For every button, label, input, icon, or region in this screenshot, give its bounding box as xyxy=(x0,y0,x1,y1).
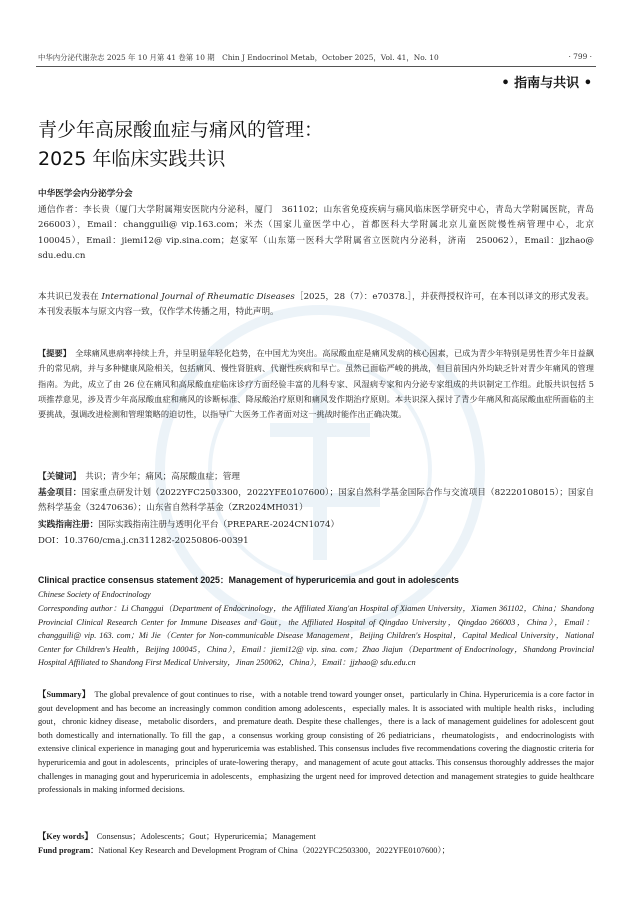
key-words-text: Consensus；Adolescents；Gout；Hyperuricemia；Management xyxy=(88,832,316,841)
abstract-text: 全球痛风患病率持续上升，并呈明显年轻化趋势，在中国尤为突出。高尿酸血症是痛风发病的核心因素，已成为青少年特别是男性青少年日益飙升的常见病，并与多种健康风险相关，包括痛风、慢性肾脏病、代谢性疾病和早亡。虽然已面临严峻的挑战，但目前国内外均缺乏针对青少年痛风的管理指南。为此，成立了由 26 位在痛风和高尿酸血症临床诊疗方面经验丰富的儿科专家、风湿病专家和内分泌专家组成的共识制定工作组。此版共识包括 5 项推荐意见，涉及青少年高尿酸血症和痛风的诊断标准、降尿酸治疗原则和痛风发作期治疗原则。本共识深入探讨了青少年痛风和高尿酸血症所面临的主要挑战，强调改进检测和管理策略的迫切性，以指导广大医务工作者面对这一挑战时能作出正确决策。 xyxy=(38,348,594,420)
notice-journal: International Journal of Rheumatic Diseases xyxy=(101,292,295,302)
registration-text: 国际实践指南注册与透明化平台（PREPARE-2024CN1074） xyxy=(98,520,340,530)
fund-label: 基金项目： xyxy=(38,488,82,498)
header-rule xyxy=(36,66,596,67)
english-fund xyxy=(38,844,594,858)
correspondence-cn: 通信作者：李长贵（厦门大学附属翔安医院内分泌科，厦门 361102；山东省免疫疾病与痛风临床医学研究中心，青岛大学附属医院，青岛 266003），Email：changguili@ vip.163.com；米杰（国家儿童医学中心，首都医科大学附属北京儿童医院慢性病管理中心，北京 100045），Email：jiemi12@ vip.sina.com；赵家军（山东第一医科大学附属省立医院内分泌科，济南 250062），Email：jjzhao@ sdu.edu.cn xyxy=(38,205,603,261)
journal-citation: 中华内分泌代谢杂志 2025 年 10 月第 41 卷第 10 期 Chin J Endocrinol Metab，October 2025，Vol. 41，No. 10 xyxy=(38,53,439,62)
fund-cn xyxy=(38,486,594,517)
fund-text: 国家重点研发计划（2022YFC2503300，2022YFE0107600）；国家自然科学基金国际合作与交流项目（82220108015）；国家自然科学基金（32470636）；山东省自然科学基金（ZR2024MH031） xyxy=(38,488,594,514)
fund-program-text: National Key Research and Development Program of China（2022YFC2503300，2022YFE0107600）； xyxy=(98,846,450,855)
running-header xyxy=(38,52,592,63)
abstract-cn xyxy=(38,346,594,422)
abstract-label: 【提要】 xyxy=(38,348,67,358)
article-title xyxy=(38,116,598,174)
keywords-label: 【关键词】 xyxy=(38,472,77,482)
publication-notice xyxy=(38,290,594,321)
keywords-cn xyxy=(38,470,594,485)
english-keywords xyxy=(38,830,594,844)
doi[interactable]: DOI：10.3760/cma.j.cn311282-20250806-00391 xyxy=(38,536,249,546)
english-organization: Chinese Society of Endocrinology xyxy=(38,590,151,599)
page-number: · 799 · xyxy=(568,52,592,61)
notice-part1: 本共识已发表在 xyxy=(38,292,102,302)
fund-program-label: Fund program： xyxy=(38,846,99,855)
english-summary xyxy=(38,688,594,797)
title-line-2: 2025 年临床实践共识 xyxy=(38,148,226,170)
author-organization: 中华医学会内分泌学分会 xyxy=(38,189,133,199)
english-title: Clinical practice consensus statement 2025：Management of hyperuricemia and gout in adolescents xyxy=(38,575,459,585)
registration-label: 实践指南注册： xyxy=(38,520,99,530)
title-line-1: 青少年高尿酸血症与痛风的管理： xyxy=(38,119,324,141)
summary-label: 【Summary】 xyxy=(38,690,87,699)
notice-part2: ［2025，28（7）：e70378.］，并获得授权许可，在本刊以译文的形式发表。本刊发表版本与原文内容一致，仅作学术传播之用，特此声明。 xyxy=(38,292,594,318)
summary-text: The global prevalence of gout continues to rise，with a notable trend toward younger onset，particularly in China. Hyperuricemia is a core factor in gout development and has become an increasingly common condition among adolescents，especially males. It is associated with multiple health risks，including gout，chronic kidney disease，metabolic disorders，and premature death. Despite these challenges，there is a lack of management guidelines for adolescent gout both domestically and internationally. To fill the gap，a consensus working group consisting of 26 pediatricians，rheumatologists，and endocrinologists with extensive clinical experience in managing gout and hyperuricemia was established. This consensus includes five recommendations covering the diagnostic criteria for hyperuricemia and gout in adolescents，principles of urate-lowering therapy，and management of acute gout attacks. This consensus thoroughly addresses the major challenges in managing gout and hyperuricemia in adolescents，emphasizing the urgent need for improved detection and management strategies to guide healthcare professionals in making informed decisions. xyxy=(38,690,594,795)
registration-cn xyxy=(38,518,594,533)
english-correspondence: Corresponding author：Li Changgui（Department of Endocrinology，the Affiliated Xiang′an Hospital of Xiamen University，Xiamen 361102，China；Shandong Provincial Clinical Research Center for Immune Diseases and Gout，the Affiliated Hospital of Qingdao University，Qingdao 266003，China），Email：changguili@ vip. 163. com；Mi Jie（Center for Non-communicable Disease Management，Beijing Children′s Hospital，Capital Medical University，National Center for Children′s Health，Beijing 100045，China），Email：jiemi12@ vip. sina. com；Zhao Jiajun（Department of Endocrinology，Shandong Provincial Hospital Affiliated to Shandong First Medical University，Jinan 250062，China），Email：jjzhao@ sdu.edu.cn xyxy=(38,604,594,668)
key-words-label: 【Key words】 xyxy=(38,832,89,841)
section-tag: • 指南与共识 • xyxy=(501,76,592,91)
keywords-text: 共识；青少年；痛风；高尿酸血症；管理 xyxy=(76,472,240,482)
